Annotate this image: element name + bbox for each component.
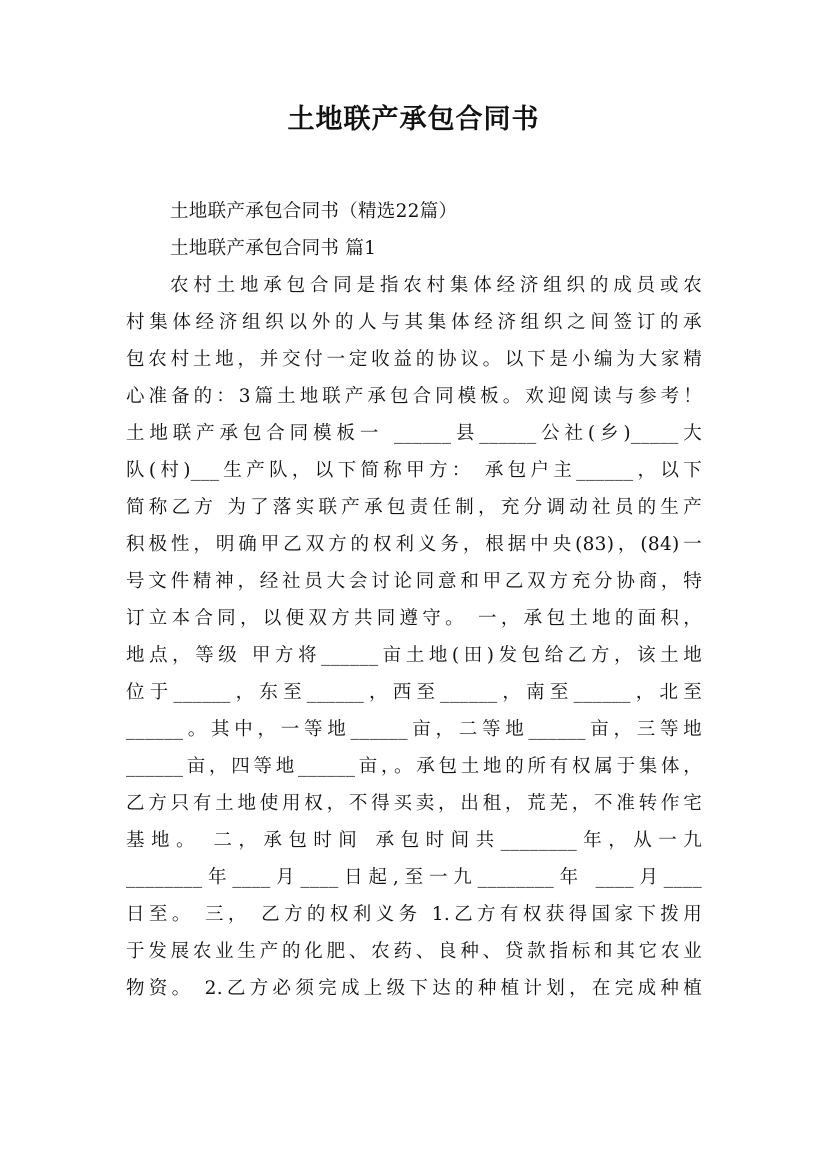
body-text-line: 包农村土地，并交付一定收益的协议。以下是小编为大家精: [126, 349, 702, 370]
body-text-line: ________年____月____日起,至一九________年 ____月____: [126, 867, 702, 888]
body-text-line: 于发展农业生产的化肥、农药、良种、贷款指标和其它农业: [126, 941, 702, 962]
body-text-line: 土地联产承包合同书（精选22篇）: [170, 201, 458, 222]
body-text-line: 土地联产承包合同模板一 ______县______公社(乡)_____大: [126, 423, 702, 444]
body-text-line: 积极性，明确甲乙双方的权利义务，根据中央(83)，(84)一: [126, 534, 702, 555]
body-text-line: 心准备的：3篇土地联产承包合同模板。欢迎阅读与参考！: [126, 386, 702, 407]
body-text-line: ______。其中，一等地______亩，二等地______亩，三等地: [126, 719, 702, 740]
body-text-line: 队(村)___生产队，以下简称甲方： 承包户主______，以下: [126, 460, 702, 481]
body-text-line: 村集体经济组织以外的人与其集体经济组织之间签订的承: [126, 312, 702, 333]
body-text-line: 简称乙方 为了落实联产承包责任制，充分调动社员的生产: [126, 497, 702, 518]
body-text-line: 日至。 三， 乙方的权利义务 1.乙方有权获得国家下拨用: [126, 904, 702, 925]
body-text-line: 土地联产承包合同书 篇1: [170, 238, 377, 259]
body-text-line: ______亩，四等地______亩，。承包土地的所有权属于集体，: [126, 756, 702, 777]
body-text-line: 物资。 2.乙方必须完成上级下达的种植计划，在完成种植: [126, 978, 702, 999]
body-text-line: 乙方只有土地使用权，不得买卖，出租，荒芜，不准转作宅: [126, 793, 702, 814]
body-text-line: 订立本合同，以便双方共同遵守。 一，承包土地的面积，: [126, 608, 702, 629]
body-text-line: 基地。 二，承包时间 承包时间共________年，从一九: [126, 830, 702, 851]
body-text-line: 号文件精神，经社员大会讨论同意和甲乙双方充分协商，特: [126, 571, 702, 592]
document-body: [126, 193, 702, 1007]
document-title: 土地联产承包合同书: [287, 104, 540, 135]
body-text-line: 地点，等级 甲方将______亩土地(田)发包给乙方，该土地: [126, 645, 702, 666]
body-text-line: 位于______，东至______，西至______，南至______，北至: [126, 682, 702, 703]
body-text-line: 农村土地承包合同是指农村集体经济组织的成员或农: [170, 275, 702, 296]
